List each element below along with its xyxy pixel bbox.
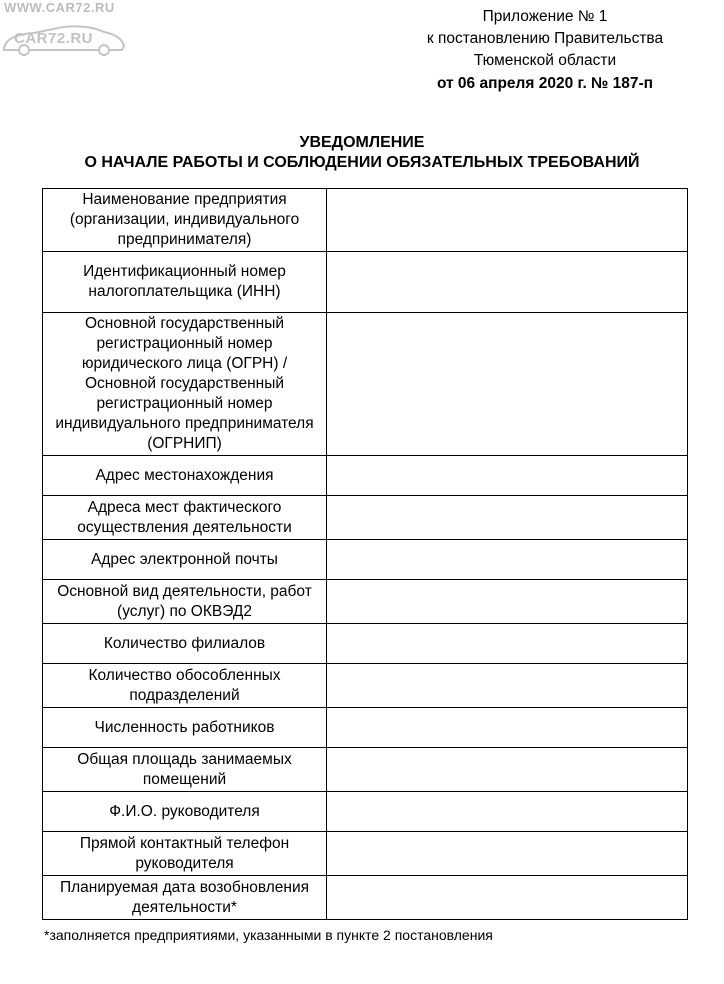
field-label-employees: Численность работников xyxy=(43,708,327,748)
table-row xyxy=(43,664,688,708)
document-title xyxy=(30,133,694,173)
field-value-inn[interactable] xyxy=(327,252,688,313)
field-value-company-name[interactable] xyxy=(327,189,688,252)
field-value-branches[interactable] xyxy=(327,624,688,664)
table-row xyxy=(43,832,688,876)
field-label-branches: Количество филиалов xyxy=(43,624,327,664)
table-row xyxy=(43,708,688,748)
appendix-header xyxy=(380,6,710,95)
title-line-2: О НАЧАЛЕ РАБОТЫ И СОБЛЮДЕНИИ ОБЯЗАТЕЛЬНЫХ ТРЕБОВАНИЙ xyxy=(84,154,640,171)
table-row xyxy=(43,748,688,792)
table-row xyxy=(43,792,688,832)
field-value-subdivisions[interactable] xyxy=(327,664,688,708)
table-row xyxy=(43,496,688,540)
field-value-resume-date[interactable] xyxy=(327,876,688,920)
field-value-email[interactable] xyxy=(327,540,688,580)
field-label-okved: Основной вид деятельности, работ (услуг) по ОКВЭД2 xyxy=(43,580,327,624)
table-row xyxy=(43,580,688,624)
field-value-director-name[interactable] xyxy=(327,792,688,832)
field-value-ogrn[interactable] xyxy=(327,313,688,456)
field-label-inn: Идентификационный номер налогоплательщика (ИНН) xyxy=(43,252,327,313)
table-row xyxy=(43,876,688,920)
footnote: *заполняется предприятиями, указанными в пункте 2 постановления xyxy=(44,927,493,943)
field-value-director-phone[interactable] xyxy=(327,832,688,876)
field-label-email: Адрес электронной почты xyxy=(43,540,327,580)
field-value-address[interactable] xyxy=(327,456,688,496)
site-watermark xyxy=(0,0,140,60)
field-label-ogrn: Основной государственный регистрационный номер юридического лица (ОГРН) / Основной государственный регистрационный номер индивидуального предпринимателя (ОГРНИП) xyxy=(43,313,327,456)
field-label-address: Адрес местонахождения xyxy=(43,456,327,496)
table-row xyxy=(43,189,688,252)
table-row xyxy=(43,313,688,456)
watermark-logo-text: CAR72.RU xyxy=(14,30,94,47)
table-row xyxy=(43,624,688,664)
notification-form-table xyxy=(42,188,688,920)
appendix-region: Тюменской области xyxy=(473,52,617,69)
table-row xyxy=(43,252,688,313)
appendix-date: от 06 апреля 2020 г. № 187-п xyxy=(436,75,654,92)
field-label-activity-addresses: Адреса мест фактического осуществления деятельности xyxy=(43,496,327,540)
field-value-okved[interactable] xyxy=(327,580,688,624)
field-label-resume-date: Планируемая дата возобновления деятельности* xyxy=(43,876,327,920)
title-line-1: УВЕДОМЛЕНИЕ xyxy=(299,134,425,151)
table-row xyxy=(43,456,688,496)
field-value-employees[interactable] xyxy=(327,708,688,748)
field-label-subdivisions: Количество обособленных подразделений xyxy=(43,664,327,708)
field-label-director-name: Ф.И.О. руководителя xyxy=(43,792,327,832)
field-label-director-phone: Прямой контактный телефон руководителя xyxy=(43,832,327,876)
watermark-url: WWW.CAR72.RU xyxy=(4,0,115,15)
field-label-floor-area: Общая площадь занимаемых помещений xyxy=(43,748,327,792)
field-value-floor-area[interactable] xyxy=(327,748,688,792)
table-row xyxy=(43,540,688,580)
field-value-activity-addresses[interactable] xyxy=(327,496,688,540)
appendix-resolution: к постановлению Правительства xyxy=(426,30,664,47)
field-label-company-name: Наименование предприятия (организации, индивидуального предпринимателя) xyxy=(43,189,327,252)
appendix-number: Приложение № 1 xyxy=(482,8,608,25)
